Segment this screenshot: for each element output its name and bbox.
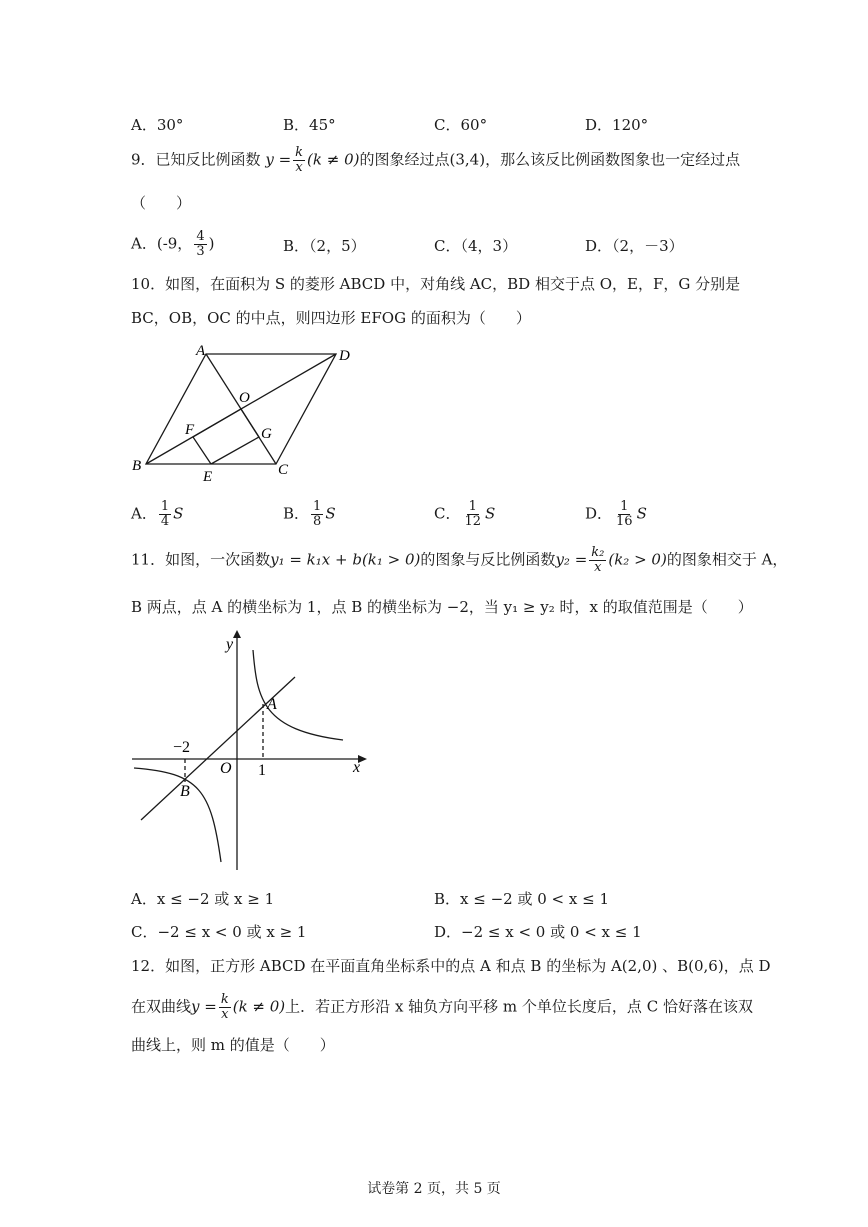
hyperbola-branch-1 xyxy=(253,650,343,740)
q9-option-b xyxy=(283,235,366,256)
q12-text: 上．若正方形沿 x 轴负方向平移 m 个单位长度后，点 C 恰好落在该双 xyxy=(285,997,753,1016)
q9-func-fraction xyxy=(293,146,305,175)
q9-func-cond: (k ≠ 0) xyxy=(307,150,360,169)
label-o: O xyxy=(239,390,250,406)
label-neg2: −2 xyxy=(173,739,191,756)
q11-option-a xyxy=(131,888,274,909)
fraction-numerator: k xyxy=(220,992,229,1007)
fraction-numerator: 1 xyxy=(160,499,170,514)
q9-text-mid: 的图象经过点 xyxy=(359,150,450,169)
option-fraction xyxy=(311,500,323,529)
label-e: E xyxy=(203,469,213,485)
q10-option-d xyxy=(585,500,647,529)
option-text: 45° xyxy=(309,116,336,134)
q9-text-after: ，那么该反比例函数图象也一定经过点 xyxy=(485,150,741,169)
fraction-denominator: x xyxy=(594,560,602,575)
option-label: C． xyxy=(434,237,461,255)
label-c: C xyxy=(278,462,289,478)
option-label: B． xyxy=(434,890,461,908)
fraction-numerator: 1 xyxy=(468,499,477,514)
option-variable: S xyxy=(636,504,647,523)
question-number: 9． xyxy=(131,150,156,169)
q9-point: (3,4) xyxy=(449,150,486,169)
option-text: （2，5） xyxy=(309,237,366,255)
q10-stem-line1: 10．如图，在面积为 S 的菱形 ABCD 中，对角线 AC，BD 相交于点 O，E，F，G 分别是 xyxy=(131,275,741,293)
option-text: （2，－3） xyxy=(612,237,684,255)
label-x: x xyxy=(353,759,361,776)
y-axis-arrow xyxy=(233,630,241,638)
fraction-denominator: 8 xyxy=(313,514,322,529)
q9-option-d xyxy=(585,235,684,256)
q12-func-fraction xyxy=(219,993,231,1022)
option-fraction xyxy=(614,500,635,529)
option-text: −2 ≤ x < 0 或 0 < x ≤ 1 xyxy=(461,923,642,941)
label-y: y xyxy=(226,636,234,653)
option-label: C． xyxy=(434,504,461,523)
quadrilateral-efog xyxy=(193,409,259,464)
option-label: D． xyxy=(585,237,613,255)
q12-stem-line3: 曲线上，则 m 的值是（ ） xyxy=(131,1036,335,1054)
q12-stem-line2 xyxy=(131,993,753,1022)
option-label: B． xyxy=(283,504,310,523)
label-one: 1 xyxy=(258,762,266,779)
label-o: O xyxy=(220,760,232,777)
q11-option-c xyxy=(131,921,306,942)
option-label: A． xyxy=(131,234,157,253)
q8-option-c xyxy=(434,114,487,135)
label-b: B xyxy=(132,458,142,474)
fraction-numerator: k xyxy=(295,145,304,160)
option-text: （4，3） xyxy=(460,237,518,255)
page-footer: 试卷第 2 页，共 5 页 xyxy=(367,1181,501,1197)
option-text: 30° xyxy=(156,116,184,134)
q9-option-a xyxy=(131,230,214,259)
label-g: G xyxy=(261,426,272,442)
fraction-denominator: x xyxy=(295,160,303,175)
q9-option-c xyxy=(434,235,517,256)
q9-answer-paren: （ ） xyxy=(131,194,192,212)
q8-option-b xyxy=(283,114,336,135)
option-variable: S xyxy=(173,504,184,523)
q10-option-a xyxy=(131,500,183,529)
option-text: (-9， xyxy=(156,234,193,253)
option-fraction xyxy=(194,230,206,259)
option-variable: S xyxy=(325,504,336,523)
q11-text: 的图象与反比例函数 xyxy=(420,550,556,569)
label-b: B xyxy=(180,783,190,800)
option-label: B． xyxy=(283,237,310,255)
option-label: D． xyxy=(585,504,613,523)
q11-graph-figure xyxy=(125,630,370,875)
option-label: A． xyxy=(131,504,157,523)
q10-option-c xyxy=(434,500,495,529)
option-text: x ≤ −2 或 0 < x ≤ 1 xyxy=(460,890,609,908)
fraction-denominator: 4 xyxy=(160,514,170,529)
option-label: C． xyxy=(434,116,461,134)
fraction-numerator: 1 xyxy=(313,499,322,514)
q8-option-a xyxy=(131,114,183,135)
fraction-denominator: 12 xyxy=(464,514,482,529)
q9-func-lhs: y = xyxy=(265,150,292,169)
option-fraction xyxy=(159,500,171,529)
option-variable: S xyxy=(485,504,496,523)
q11-option-b xyxy=(434,888,609,909)
option-label: D． xyxy=(585,116,613,134)
fraction-numerator: 1 xyxy=(620,499,629,514)
option-label: A． xyxy=(131,116,157,134)
q11-func-lhs: y₂ = xyxy=(555,550,588,569)
q10-rhombus-figure xyxy=(125,338,370,488)
q11-stem-line2: B 两点，点 A 的横坐标为 1，点 B 的横坐标为 −2，当 y₁ ≥ y₂ 时，x 的取值范围是（ ） xyxy=(131,598,753,616)
option-text: x ≤ −2 或 x ≥ 1 xyxy=(156,890,275,908)
option-fraction xyxy=(462,500,483,529)
fraction-denominator: x xyxy=(221,1007,229,1022)
q12-text: 在双曲线 xyxy=(131,997,192,1016)
fraction-denominator: 3 xyxy=(196,244,205,259)
q8-option-d xyxy=(585,114,648,135)
q10-stem-line2: BC，OB，OC 的中点，则四边形 EFOG 的面积为（ ） xyxy=(131,309,531,327)
q10-option-b xyxy=(283,500,336,529)
q11-linear-function: y₁ = k₁x + b(k₁ > 0) xyxy=(270,550,421,569)
label-a: A xyxy=(196,343,206,359)
q12-func-lhs: y = xyxy=(191,997,217,1016)
q11-option-d xyxy=(434,921,642,942)
option-label: B． xyxy=(283,116,310,134)
fraction-numerator: k₂ xyxy=(591,545,605,560)
label-f: F xyxy=(185,422,195,438)
q9-text-before: 已知反比例函数 xyxy=(155,150,261,169)
option-label: D． xyxy=(434,923,462,941)
option-text: −2 ≤ x < 0 或 x ≥ 1 xyxy=(157,923,307,941)
q9-stem xyxy=(131,146,740,175)
q11-stem-line1 xyxy=(131,546,787,575)
label-d: D xyxy=(339,348,350,364)
q12-stem-line1: 12．如图，正方形 ABCD 在平面直角坐标系中的点 A 和点 B 的坐标为 A(2,0) 、B(0,6)，点 D xyxy=(131,957,771,975)
q11-text: 11．如图，一次函数 xyxy=(131,550,271,569)
option-text: ) xyxy=(208,234,215,253)
label-a: A xyxy=(267,696,277,713)
option-label: C． xyxy=(131,923,158,941)
fraction-numerator: 4 xyxy=(196,229,205,244)
option-text: 60° xyxy=(460,116,488,134)
q12-func-cond: (k ≠ 0) xyxy=(232,997,286,1016)
fraction-denominator: 16 xyxy=(616,514,633,529)
q11-func-fraction xyxy=(589,546,606,575)
option-label: A． xyxy=(131,890,157,908)
q11-text: 的图象相交于 A， xyxy=(666,550,788,569)
q11-func-cond: (k₂ > 0) xyxy=(608,550,667,569)
option-text: 120° xyxy=(612,116,649,134)
